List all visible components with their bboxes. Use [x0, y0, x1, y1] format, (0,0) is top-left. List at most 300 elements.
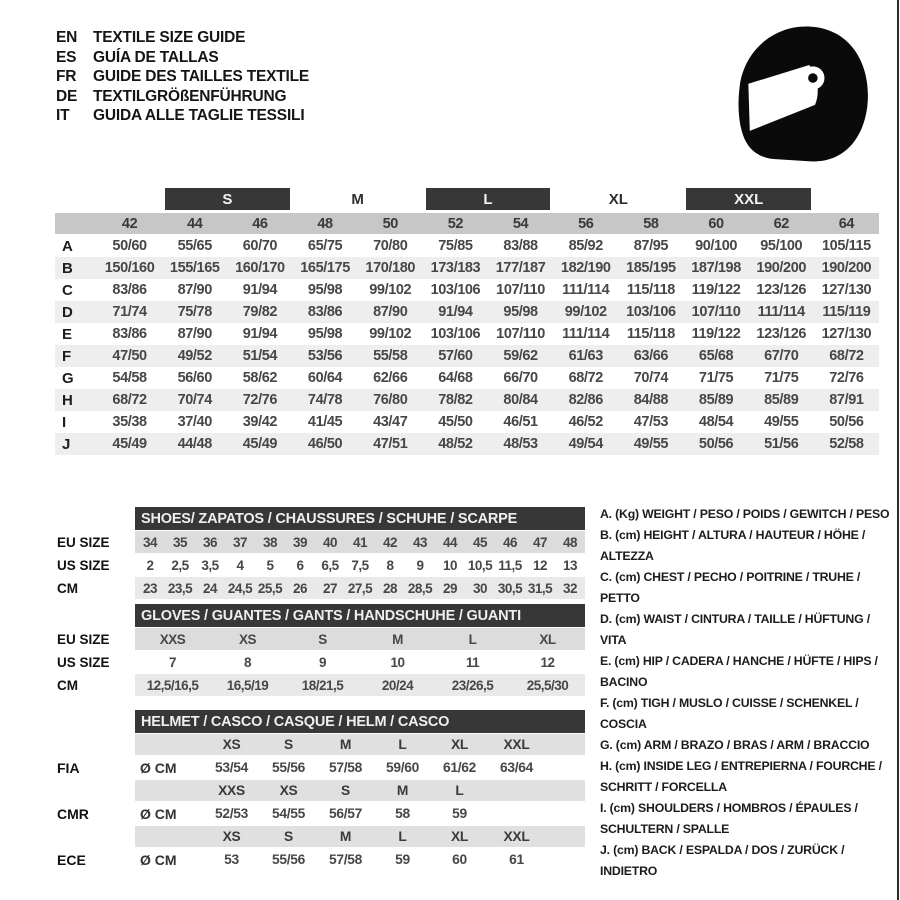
helmet-size-value: 61	[509, 852, 524, 867]
helmet-standard-label: ECE	[57, 851, 86, 868]
size-value-cell: 99/102	[369, 282, 412, 298]
helmet-size-value: 52/53	[214, 806, 249, 821]
language-code: IT	[56, 107, 70, 124]
gloves-table-row	[55, 651, 585, 673]
size-value-cell: 57/60	[438, 348, 473, 364]
size-column-header: 44	[187, 215, 203, 232]
size-value-cell: 60/70	[242, 238, 278, 254]
size-value-cell: 115/118	[626, 282, 675, 298]
textile-size-table	[55, 188, 879, 455]
shoes-row-label: US SIZE	[57, 557, 110, 573]
shoes-size-value: 23,5	[167, 580, 193, 596]
shoes-size-value: 31,5	[527, 580, 553, 596]
shoes-size-value: 26	[292, 580, 308, 596]
gloves-row-label: CM	[57, 677, 78, 693]
size-value-cell: 107/110	[496, 326, 545, 342]
helmet-data-cells	[135, 803, 585, 824]
size-band-row	[55, 188, 879, 210]
size-value-cell: 165/175	[300, 260, 350, 276]
size-value-cell: 51/54	[242, 348, 278, 364]
size-value-cell: 49/55	[633, 436, 669, 452]
size-value-cell: 90/100	[695, 238, 738, 254]
size-value-cell: 65/75	[307, 238, 343, 254]
size-value-cell: 46/51	[503, 414, 538, 430]
size-value-cell: 107/110	[691, 304, 741, 320]
helmet-size-header-cells	[135, 780, 585, 801]
size-value-cell: 43/47	[373, 414, 408, 430]
helmet-size-header-row	[55, 733, 585, 756]
size-value-cell: 45/49	[242, 436, 278, 452]
gloves-row-values	[135, 651, 585, 673]
shoes-size-value: 42	[382, 534, 398, 550]
helmet-size-value: 63/64	[499, 760, 534, 775]
size-value-cell: 35/38	[112, 414, 147, 430]
size-value-cell: 99/102	[369, 326, 412, 342]
measure-letter: I	[62, 413, 67, 431]
size-value-cell: 49/55	[764, 414, 799, 430]
helmet-size-header: XXL	[503, 829, 530, 844]
measurement-legend	[600, 504, 898, 882]
helmet-size-value: 59	[395, 852, 410, 867]
size-value-cell: 48/52	[438, 436, 473, 452]
size-value-cell: 83/88	[503, 238, 538, 254]
helmet-size-header: XXS	[218, 783, 245, 798]
size-value-cell: 75/78	[177, 304, 212, 320]
shoes-size-value: 9	[416, 557, 424, 573]
legend-entry: I. (cm) SHOULDERS / HOMBROS / ÉPAULES / SCHULTERN / SPALLE	[600, 801, 858, 836]
language-code: ES	[56, 48, 77, 66]
size-band-m: M	[351, 190, 364, 208]
shoes-size-value: 27	[322, 580, 338, 596]
size-value-cell: 83/86	[112, 282, 147, 298]
size-value-cell: 53/56	[307, 348, 343, 364]
size-value-cell: 99/102	[564, 304, 607, 320]
helmet-size-value: 55/56	[271, 852, 306, 867]
shoes-size-value: 37	[232, 534, 248, 550]
language-title: GUÍA DE TALLAS	[93, 48, 219, 66]
size-value-cell: 68/72	[568, 370, 603, 386]
helmet-size-header: L	[398, 737, 407, 752]
helmet-size-header: M	[339, 829, 352, 844]
size-value-cell: 71/74	[112, 304, 147, 320]
size-column-header: 60	[708, 215, 724, 232]
size-value-cell: 170/180	[365, 260, 416, 276]
size-value-cell: 87/90	[177, 282, 212, 298]
gloves-table-title: GLOVES / GUANTES / GANTS / HANDSCHUHE / GUANTI	[135, 604, 585, 627]
diameter-cm-label: Ø CM	[140, 805, 177, 822]
size-value-cell: 60/64	[307, 370, 343, 386]
shoes-row-values	[135, 554, 585, 576]
gloves-table-row	[55, 674, 585, 696]
shoes-table-row	[55, 531, 585, 553]
size-table-row	[55, 389, 879, 411]
shoes-size-value: 46	[502, 534, 518, 550]
size-value-cell: 187/198	[691, 260, 741, 276]
size-value-cell: 95/98	[307, 326, 343, 342]
size-value-cell: 119/122	[691, 326, 741, 342]
helmet-size-value: 61/62	[442, 760, 477, 775]
size-value-cell: 45/50	[438, 414, 473, 430]
size-column-header-row	[55, 213, 879, 234]
size-value-cell: 67/70	[764, 348, 799, 364]
size-column-header: 52	[447, 215, 464, 232]
helmet-data-row	[55, 802, 585, 825]
shoes-size-value: 10	[442, 557, 458, 573]
size-value-cell: 52/58	[829, 436, 864, 452]
shoes-size-value: 2,5	[171, 557, 189, 573]
size-value-cell: 71/75	[764, 370, 799, 386]
helmet-size-header: S	[341, 783, 350, 798]
gloves-row-label: US SIZE	[57, 654, 110, 670]
size-value-cell: 49/54	[568, 436, 603, 452]
shoes-size-value: 41	[352, 534, 368, 550]
gloves-table-row	[55, 628, 585, 650]
legend-entry: B. (cm) HEIGHT / ALTURA / HAUTEUR / HÖHE / ALTEZZA	[600, 528, 866, 563]
measure-letter: F	[62, 347, 72, 365]
shoes-size-value: 43	[412, 534, 428, 550]
size-value-cell: 80/84	[503, 392, 538, 408]
legend-entry: G. (cm) ARM / BRAZO / BRAS / ARM / BRACCIO	[600, 738, 870, 752]
helmet-size-value: 57/58	[328, 760, 363, 775]
size-value-cell: 41/45	[307, 414, 343, 430]
shoes-size-value: 36	[202, 534, 218, 550]
size-value-cell: 123/126	[756, 326, 807, 342]
gloves-size-value: L	[468, 631, 477, 647]
size-value-cell: 177/187	[495, 260, 546, 276]
legend-entry: E. (cm) HIP / CADERA / HANCHE / HÜFTE / HIPS / BACINO	[600, 654, 878, 689]
size-value-cell: 46/50	[307, 436, 343, 452]
gloves-size-value: 9	[318, 654, 326, 670]
helmet-size-header: M	[396, 783, 409, 798]
size-value-cell: 85/89	[764, 392, 799, 408]
size-value-cell: 95/98	[503, 304, 538, 320]
size-value-cell: 103/106	[626, 304, 676, 320]
size-value-cell: 103/106	[430, 326, 481, 342]
size-value-cell: 50/56	[698, 436, 734, 452]
gloves-size-table	[55, 604, 585, 696]
shoes-row-label: CM	[57, 580, 78, 596]
shoes-size-value: 11,5	[498, 557, 522, 573]
helmet-size-header: XS	[222, 737, 241, 752]
shoes-row-label: EU SIZE	[57, 534, 110, 550]
shoes-size-value: 3,5	[201, 557, 219, 573]
helmet-size-table	[55, 710, 585, 871]
helmet-size-value: 60	[452, 852, 467, 867]
gloves-size-value: XXS	[159, 631, 186, 647]
size-band-s: S	[165, 188, 289, 210]
shoes-size-value: 24,5	[227, 580, 253, 596]
shoes-size-value: 6,5	[321, 557, 339, 573]
helmet-table-body	[55, 733, 585, 871]
measure-letter: G	[62, 369, 74, 387]
gloves-size-value: 11	[465, 654, 480, 670]
size-column-header: 50	[382, 215, 398, 232]
language-code: EN	[56, 29, 78, 46]
size-value-cell: 87/95	[633, 238, 669, 254]
size-value-cell: 70/74	[633, 370, 669, 386]
helmet-standard-label: FIA	[57, 759, 80, 776]
helmet-size-header: S	[284, 829, 293, 844]
size-value-cell: 84/88	[633, 392, 669, 408]
diameter-cm-label: Ø CM	[140, 759, 177, 776]
shoes-table-row	[55, 554, 585, 576]
helmet-standard-section	[55, 825, 585, 871]
size-value-cell: 70/74	[177, 392, 212, 408]
helmet-size-value: 58	[395, 806, 410, 821]
size-value-cell: 115/119	[822, 304, 871, 320]
shoes-size-value: 40	[322, 534, 338, 550]
helmet-size-header: XL	[450, 829, 469, 844]
size-table-row	[55, 301, 879, 323]
helmet-size-value: 56/57	[328, 806, 363, 821]
helmet-size-header: L	[398, 829, 407, 844]
size-table-row	[55, 433, 879, 455]
size-value-cell: 58/62	[242, 370, 278, 386]
legend-entry: F. (cm) TIGH / MUSLO / CUISSE / SCHENKEL / COSCIA	[600, 696, 859, 731]
helmet-size-value: 54/55	[271, 806, 306, 821]
helmet-data-cells	[135, 849, 585, 870]
size-value-cell: 105/115	[821, 238, 871, 254]
size-value-cell: 107/110	[496, 282, 545, 298]
size-column-header: 56	[578, 215, 594, 232]
shoes-size-value: 38	[262, 534, 278, 550]
helmet-size-value: 55/56	[271, 760, 306, 775]
size-value-cell: 72/76	[829, 370, 864, 386]
language-code: FR	[56, 68, 77, 85]
shoes-size-value: 29	[442, 580, 458, 596]
shoes-size-value: 7,5	[351, 557, 369, 573]
size-table-row	[55, 279, 879, 301]
shoes-size-value: 13	[562, 557, 578, 573]
helmet-size-value: 53	[224, 852, 239, 867]
helmet-size-header: XS	[279, 783, 298, 798]
gloves-size-value: S	[318, 631, 327, 647]
legend-entry: A. (Kg) WEIGHT / PESO / POIDS / GEWITCH / PESO	[600, 507, 890, 521]
size-value-cell: 59/62	[503, 348, 538, 364]
diameter-cm-label: Ø CM	[140, 851, 177, 868]
shoes-table-title: SHOES/ ZAPATOS / CHAUSSURES / SCHUHE / SCARPE	[135, 507, 585, 530]
helmet-size-value: 59/60	[385, 760, 420, 775]
size-value-cell: 65/68	[698, 348, 734, 364]
shoes-size-value: 44	[442, 534, 458, 550]
size-value-cell: 123/126	[756, 282, 807, 298]
measure-letter: E	[62, 325, 73, 343]
gloves-size-value: 12	[540, 654, 555, 670]
size-value-cell: 79/82	[242, 304, 278, 320]
gloves-table-body	[55, 628, 585, 696]
shoes-size-value: 32	[562, 580, 578, 596]
size-value-cell: 47/51	[373, 436, 408, 452]
helmet-size-value: 53/54	[214, 760, 249, 775]
legend-entry: J. (cm) BACK / ESPALDA / DOS / ZURÜCK / INDIETRO	[600, 843, 845, 878]
shoes-size-table	[55, 507, 585, 599]
gloves-size-value: 20/24	[381, 677, 414, 693]
helmet-size-header: M	[339, 737, 352, 752]
size-value-cell: 160/170	[235, 260, 285, 276]
size-column-header: 58	[643, 215, 659, 232]
helmet-data-cells	[135, 757, 585, 778]
size-value-cell: 185/195	[626, 260, 676, 276]
size-value-cell: 91/94	[242, 282, 278, 298]
size-value-cell: 91/94	[242, 326, 278, 342]
shoes-size-value: 27,5	[347, 580, 373, 596]
language-row	[56, 87, 309, 107]
gloves-row-label: EU SIZE	[57, 631, 110, 647]
size-value-cell: 95/100	[760, 238, 803, 254]
language-title: GUIDE DES TAILLES TEXTILE	[93, 68, 310, 85]
size-value-cell: 68/72	[829, 348, 864, 364]
language-row	[56, 106, 309, 126]
gloves-size-value: 18/21,5	[301, 677, 344, 693]
helmet-standard-section	[55, 779, 585, 825]
helmet-size-header-cells	[135, 734, 585, 755]
size-value-cell: 127/130	[821, 282, 872, 298]
shoes-size-value: 23	[142, 580, 158, 596]
size-value-cell: 74/78	[307, 392, 343, 408]
shoes-size-value: 24	[202, 580, 218, 596]
size-value-cell: 62/66	[373, 370, 408, 386]
gloves-size-value: 12,5/16,5	[146, 677, 199, 693]
size-value-cell: 111/114	[562, 282, 610, 298]
helmet-data-row	[55, 848, 585, 871]
measure-letter: B	[62, 259, 73, 277]
shoes-size-value: 25,5	[257, 580, 283, 596]
gloves-size-value: 16,5/19	[226, 677, 269, 693]
size-value-cell: 46/52	[568, 414, 603, 430]
measure-letter: C	[62, 281, 73, 299]
size-value-cell: 76/80	[373, 392, 408, 408]
size-value-cell: 51/56	[764, 436, 799, 452]
language-code: DE	[56, 87, 78, 105]
size-table-row	[55, 345, 879, 367]
size-value-cell: 44/48	[177, 436, 212, 452]
legend-entry: C. (cm) CHEST / PECHO / POITRINE / TRUHE / PETTO	[600, 570, 861, 605]
size-value-cell: 47/50	[112, 348, 147, 364]
size-value-cell: 48/53	[503, 436, 538, 452]
measure-letter: A	[62, 237, 73, 255]
gloves-size-value: 10	[390, 654, 405, 670]
size-value-cell: 150/160	[104, 260, 155, 276]
helmet-size-header: XS	[222, 829, 241, 844]
size-value-cell: 49/52	[177, 348, 212, 364]
size-value-cell: 83/86	[112, 326, 147, 342]
size-value-cell: 87/91	[829, 392, 864, 408]
size-value-cell: 39/42	[242, 414, 278, 430]
shoes-size-value: 10,5	[467, 557, 493, 573]
size-value-cell: 55/65	[177, 238, 212, 254]
shoes-row-values	[135, 531, 585, 553]
size-value-cell: 70/80	[373, 238, 408, 254]
size-value-cell: 47/53	[633, 414, 669, 430]
helmet-table-title: HELMET / CASCO / CASQUE / HELM / CASCO	[135, 710, 585, 733]
gloves-size-value: M	[392, 631, 403, 647]
size-value-cell: 37/40	[177, 414, 212, 430]
gloves-size-value: 8	[243, 654, 251, 670]
helmet-size-header-row	[55, 825, 585, 848]
shoes-size-value: 5	[266, 557, 274, 573]
shoes-table-body	[55, 531, 585, 599]
shoes-size-value: 6	[296, 557, 304, 573]
helmet-size-header: XL	[450, 737, 469, 752]
shoes-size-value: 2	[146, 557, 154, 573]
legend-entry: H. (cm) INSIDE LEG / ENTREPIERNA / FOURCHE / SCHRITT / FORCELLA	[600, 759, 882, 794]
size-band-xl: XL	[608, 190, 628, 208]
shoes-size-value: 30,5	[497, 580, 523, 596]
size-value-cell: 66/70	[503, 370, 538, 386]
language-title-list	[56, 28, 309, 126]
size-value-cell: 182/190	[560, 260, 611, 276]
size-value-cell: 82/86	[568, 392, 603, 408]
size-band-xxl: XXL	[686, 188, 810, 210]
shoes-size-value: 28,5	[407, 580, 433, 596]
shoes-size-value: 45	[472, 534, 488, 550]
language-title: TEXTILE SIZE GUIDE	[93, 29, 246, 46]
size-value-cell: 85/89	[698, 392, 734, 408]
page-right-border	[897, 0, 899, 900]
shoes-row-values	[135, 577, 585, 599]
size-value-cell: 85/92	[568, 238, 603, 254]
size-value-cell: 50/56	[829, 414, 864, 430]
helmet-size-value: 59	[452, 806, 467, 821]
shoes-table-row	[55, 577, 585, 599]
helmet-size-value: 57/58	[328, 852, 363, 867]
size-value-cell: 54/58	[112, 370, 147, 386]
size-value-cell: 111/114	[562, 326, 610, 342]
size-value-cell: 64/68	[438, 370, 473, 386]
size-value-cell: 72/76	[242, 392, 278, 408]
size-value-cell: 63/66	[633, 348, 669, 364]
size-column-header: 48	[317, 215, 333, 232]
size-value-cell: 119/122	[691, 282, 741, 298]
measure-letter: D	[62, 303, 73, 321]
shoes-size-value: 39	[292, 534, 308, 550]
helmet-icon	[726, 20, 878, 165]
shoes-size-value: 34	[142, 534, 158, 550]
gloves-size-value: XS	[238, 631, 256, 647]
measure-letter: J	[62, 435, 71, 453]
size-value-cell: 111/114	[757, 304, 805, 320]
size-value-cell: 61/63	[568, 348, 603, 364]
gloves-size-value: 23/26,5	[451, 677, 494, 693]
helmet-size-header: XXL	[503, 737, 530, 752]
size-column-header: 54	[512, 215, 529, 232]
size-column-header: 42	[121, 215, 138, 232]
shoes-size-value: 4	[236, 557, 244, 573]
helmet-size-header-row	[55, 779, 585, 802]
size-value-cell: 83/86	[307, 304, 343, 320]
size-table-row	[55, 411, 879, 433]
size-value-cell: 87/90	[373, 304, 408, 320]
shoes-size-value: 8	[386, 557, 394, 573]
size-value-cell: 173/183	[430, 260, 481, 276]
helmet-data-row	[55, 756, 585, 779]
size-value-cell: 50/60	[112, 238, 147, 254]
gloves-size-value: 25,5/30	[526, 677, 569, 693]
size-value-cell: 155/165	[169, 260, 220, 276]
size-table-row	[55, 323, 879, 345]
size-table-row	[55, 235, 879, 257]
size-value-cell: 45/49	[112, 436, 147, 452]
size-value-cell: 78/82	[438, 392, 473, 408]
size-value-cell: 190/200	[756, 260, 807, 276]
legend-entry: D. (cm) WAIST / CINTURA / TAILLE / HÜFTUNG / VITA	[600, 612, 870, 647]
size-table-body	[55, 235, 879, 455]
language-title: GUIDA ALLE TAGLIE TESSILI	[93, 107, 305, 124]
gloves-size-value: XL	[539, 631, 556, 647]
size-band-l: L	[426, 188, 550, 210]
helmet-standard-label: CMR	[57, 805, 89, 822]
size-value-cell: 103/106	[430, 282, 481, 298]
